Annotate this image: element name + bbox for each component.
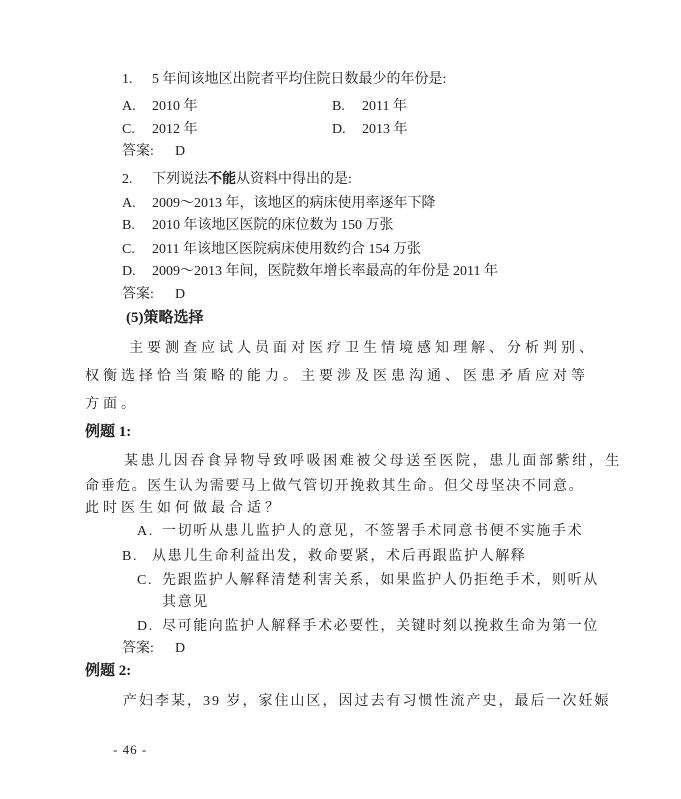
q2-stem-bold: 不能 <box>208 172 236 187</box>
q1-options-row-1 <box>122 97 407 116</box>
example2-paragraph-line-1: 产妇李某，39 岁，家住山区，因过去有习惯性流产史，最后一次妊娠 <box>123 694 611 709</box>
q1-stem-line <box>122 70 446 89</box>
q2-stem-prefix: 下列说法 <box>152 172 208 187</box>
q1-option-c <box>122 122 198 137</box>
q2-stem-suffix: 从资料中得出的是: <box>236 172 352 187</box>
example1-option-d-text: 尽可能向监护人解释手术必要性，关键时刻以挽救生命为第一位 <box>162 619 599 634</box>
q2-option-a-label: A. <box>122 196 136 211</box>
example1-option-d <box>137 617 599 636</box>
q1-stem: 5 年间该地区出院者平均住院日数最少的年份是: <box>152 72 447 87</box>
example1-paragraph-line-3: 此时医生如何做最合适？ <box>85 501 283 516</box>
q1-answer-value: D <box>175 144 186 159</box>
q2-option-d <box>122 262 498 281</box>
q1-option-b <box>332 97 407 116</box>
q2-option-c <box>122 240 421 259</box>
section-paragraph-line-2: 权衡选择恰当策略的能力。主要涉及医患沟通、医患矛盾应对等 <box>85 369 589 384</box>
example1-answer-value: D <box>175 641 186 656</box>
q1-number: 1. <box>122 72 133 87</box>
example1-option-a-text: 一切听从患儿监护人的意见，不签署手术同意书便不实施手术 <box>162 524 584 539</box>
example1-option-c-text: 先跟监护人解释清楚利害关系，如果监护人仍拒绝手术，则听从 <box>162 573 599 588</box>
q2-option-a <box>122 194 436 213</box>
q2-answer-line <box>122 285 185 304</box>
section-paragraph-line-3: 方面。 <box>85 397 139 412</box>
q2-number: 2. <box>122 172 133 187</box>
q2-option-d-text: 2009～2013 年间，医院数年增长率最高的年份是 2011 年 <box>152 264 498 279</box>
q2-stem-line <box>122 170 352 189</box>
example1-option-b <box>122 547 526 566</box>
q1-option-b-label: B. <box>332 99 345 114</box>
q1-answer-line <box>122 142 185 161</box>
q1-option-c-label: C. <box>122 122 135 137</box>
example1-option-c-label: C. <box>137 573 154 588</box>
q1-option-a-text: 2010 年 <box>152 99 198 114</box>
page-number: - 46 - <box>113 742 148 757</box>
example1-answer-label: 答案: <box>122 641 154 656</box>
q2-option-a-text: 2009～2013 年，该地区的病床使用率逐年下降 <box>152 196 436 211</box>
example2-heading: 例题 2: <box>85 663 132 679</box>
example1-paragraph-line-2: 命垂危。医生认为需要马上做气管切开挽救其生命。但父母坚决不同意。 <box>85 479 585 494</box>
q1-option-d-label: D. <box>332 122 346 137</box>
q2-option-c-label: C. <box>122 242 135 257</box>
example1-option-b-text: 从患儿生命利益出发，救命要紧，术后再跟监护人解释 <box>152 549 527 564</box>
example1-heading: 例题 1: <box>85 424 132 440</box>
q1-option-b-text: 2011 年 <box>362 99 407 114</box>
q1-options-row-2 <box>122 120 408 139</box>
example1-option-c-continuation: 其意见 <box>162 595 209 610</box>
q1-option-c-text: 2012 年 <box>152 122 198 137</box>
q2-answer-label: 答案: <box>122 287 154 302</box>
q1-option-d-text: 2013 年 <box>362 122 408 137</box>
section-heading: (5)策略选择 <box>126 310 204 326</box>
q2-option-d-label: D. <box>122 264 136 279</box>
q1-option-a-label: A. <box>122 99 136 114</box>
q1-answer-label: 答案: <box>122 144 154 159</box>
example1-option-a <box>137 522 583 541</box>
section-paragraph-line-1: 主要测查应试人员面对医疗卫生情境感知理解、分析判别、 <box>129 341 597 356</box>
q2-option-b <box>122 216 394 235</box>
example1-option-a-label: A. <box>137 524 154 539</box>
q2-answer-value: D <box>175 287 186 302</box>
q2-option-b-text: 2010 年该地区医院的床位数为 150 万张 <box>152 218 394 233</box>
q2-option-c-text: 2011 年该地区医院病床使用数约合 154 万张 <box>152 242 421 257</box>
example1-answer-line <box>122 639 185 658</box>
q1-option-a <box>122 99 198 114</box>
example1-option-b-label: B. <box>122 549 139 564</box>
q2-option-b-label: B. <box>122 218 135 233</box>
q1-option-d <box>332 120 408 139</box>
example1-option-c <box>137 571 599 590</box>
example1-paragraph-line-1: 某患儿因吞食异物导致呼吸困难被父母送至医院，患儿面部紫绀，生 <box>124 454 622 469</box>
example1-option-d-label: D. <box>137 619 154 634</box>
